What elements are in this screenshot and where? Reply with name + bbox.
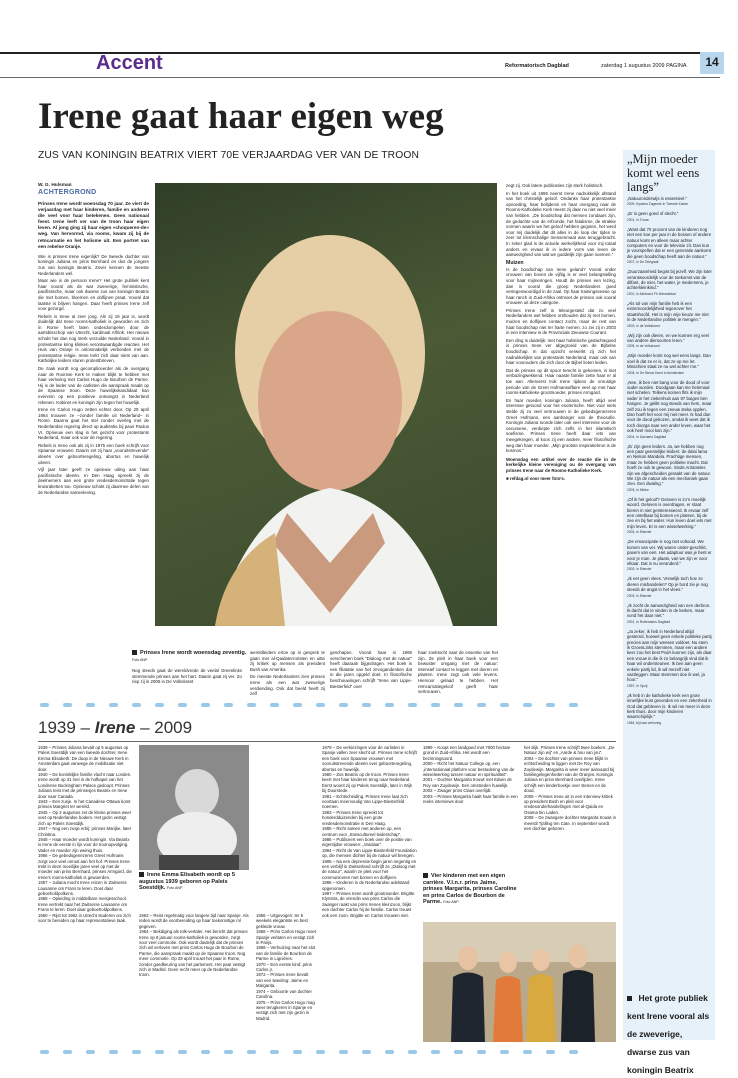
byline: W. G. Hulsman [38,183,72,188]
timeline-entry: 1939 – Prinses Juliana bevalt op 5 augustus op Paleis Soestdijk van een tweede dochter, Irene Emma Elisabeth. De doop in de Nieuwe Kerk in Amsterdam gaat vanwege de mobilisatie niet door. [38,745,129,772]
timeline-photo-2-caption [423,873,518,906]
quote-item [627,576,712,597]
photo-caption [132,650,252,663]
timeline-entry: 1960 – Rijst tot 1962 in Utrecht studeren om zich voor te bereiden op haar representatieve taak. [38,912,131,923]
quote-source: 2001, In Allcfucnd Fb Nieuwsblad [627,291,676,296]
quote-text: „Ja zeker, ik heb in Nederland altijd gestemd, hoewel geen enkele politieke partij precies aan mijn wensen voldoet. Nu stem ik GroenLinks stemmen, maar een andere keer zou het best PvdA kunnen zijn, als daar een vrouw in die ik zo belangrijk vind dat ik haar wil ondersteunen. Ik ben aan geen enkele partij lid, ik wil mezelf niet vastleggen. Maar stemmen doe ik wel, ja hoor.” [627,628,712,683]
timeline-entry: 1947 – Nog een zusje erbij: prinses Marijke, later Christina. [38,826,132,837]
article-paragraph: Prinses Irene zelf is teleurgesteld dat zo veel Nederlanders wel hebben onthouden dat zij met bomen, muizen en dolfijnen contact zocht, maar de rest van haar boodschap niet ter harte nemen, zo zei zij in 2003 in een interview in de Provinciale Zeeuwse Courant. [506,307,616,336]
timeline-entry: 1979 – De verkiezingen voor de carlisten in Spanje vallen zeer slecht uit. Prinses Irene schrijft een boek voor Spaanse vrouwen met vooruitstrevende ideeën over geboorteregeling, abortus en huwelijk. [322,745,417,772]
timeline-column-2a [139,913,249,978]
timeline-entry: 1940 – De koninklijke familie vlucht naar Londen. Irene wordt op 31 mei in de hofkapel van het Londense Buckingham Palace gedoopt. Prinses Juliana reist met de prinsesjes Beatrix en Irene door naar Canada. [38,772,132,799]
timeline-entry: 2001 – Dochter Margarita trouwt met Edwin de Roy van Zuydewijn. Een omstreden huwelijk. [423,777,512,788]
timeline-entry: 1969 – Verhuizing naar het slot van de familie de Bourbon de Parme in Lignières. [256,945,316,962]
timeline-entry: 2000 – Richt het Natuur College op, een „internationaal platform voor bestudering van de wisselwerking tussen natuur en spiritualiteit”. [423,761,515,778]
article-paragraph: Wie is prinses Irene eigenlijk? De tweede dochter van koningin Juliana en prins Bernhard en dus de jongere zus van koningin Beatrix. Zover kennen de meeste Nederlanders wel. [38,253,149,276]
quote-source: 2009, Kyckers Zagende in Tweede Kamer [627,202,689,207]
timeline-photo-1-credit: Foto ANP [167,886,183,891]
timeline-entry: 1997 – Prinses Irene wordt grootmoeder. Brigitte Klynstra, de vriendin van prins Carlos die zwanger raakt van prins Irenes kleinzoon, blijkt een dochter Carlos hij de familie. Carlos trouwt ook een zoon. Brigitte en Carlos trouwen niet. [322,890,415,918]
article-paragraph: Rebels is Irene ook als zij in 1975 een boek schrijft voor Spaanse vrouwen. Daarin zet zij haar „vooruitstrevende” ideeën over geboorteregeling, abortus en huwelijk uiteen. [38,442,149,465]
quote-text: „Natuuronderwijs is essentieel.” [627,196,687,201]
timeline-rule [38,741,616,742]
timeline-entry: 1948 – Haar moeder wordt koningin. Via Beatrix is Irene de eerste in lijn voor de troonopvolging. Vader en moeder zijn weinig thuis. [38,836,130,853]
timeline-photo-1-caption [139,872,249,892]
timeline-entry: 1963 – Reist regelmatig voor langere tijd naar Spanje. Als reden wordt de voorbereiding op haar toekomstige rol gegeven. [139,913,249,929]
article-paragraph: De zaak wordt nog gecompliceerder als de overgang naar de Roomse Kerk te maken blijkt te hebben met haar verloving met Carlos Hugo de Bourbon de Parme. Hij is de leider van de carlisten die aanspraak maakt op de Spaanse troon. Deze huwelijkskandidaat kan evenmin op een positieve ontvangst in Nederland rekenen. Kabinet en koningin zijn tegen het huwelijk. [38,366,149,405]
timeline-entry: 1994 – Richt de Van Lippe-Biesterfeld Foundation op, die mensen dichter bij de natuur wil brengen. [322,847,417,859]
timeline-photo-2-credit: Foto ANP [443,900,459,905]
mid-col-d: haar zoektocht naar de essentie van het zijn. Ze pleit in haar boek voor een bewuster omgang met de natuur: intensief contact te leggen met dieren en planten. Irene zegt ook vele levens. Hiervoor gelaad te hebben. Het reïncarnatiegeloof geeft haar vertrouwen, [418,650,498,695]
article-column-1 [38,183,149,497]
refdag-link[interactable]: ■ refdag.nl voor meer foto's. [506,475,566,481]
timeline-photo-1-caption-text: Irene Emma Elisabeth wordt op 5 augustus 1939 geboren op Paleis Soestdijk. [139,872,235,892]
quote-source: 2001, In Trouw [627,217,649,222]
caption-square [423,873,428,878]
timeline-photo-2 [423,922,616,1042]
quote-item [627,629,712,688]
article-paragraph: zegt zij. Ook latere publicaties zijn sterk holistisch. [506,183,604,188]
timeline-column-3 [322,745,417,918]
timeline-entry: 2003 – Prinses Margarita haalt haar familie in een reeks interviews door [423,793,518,805]
quote-item [627,693,712,725]
timeline-title-name: Irene [94,718,136,737]
article-paragraph: En haar moeder, koningin Juliana, heeft altijd veel interesse getoond voor het esoterische. Niet voor niets stelde zij zo veel vertrouwen in de gebedsgenezeres Greet Hofmans, een aanhanger van de theosofie. Koningin Juliana toonde later ook veel interesse voor de oecumene, verdiepte zich zelfs in het islamitisch soefisme. Prinses Irene heeft daar iets van meegekregen, al koos zij een andere, meer filosofische weg dan haar moeder. „Mijn grootste inspiratiebron is de kosmos.” [506,397,616,454]
portrait-photo [155,183,497,626]
article-paragraph: Maar wie is de persoon Irene? Het grote publiek kent haar vooral als de wat zweverige, feministische, pacifistische, maar ook dwarse zus van koningin Beatrix die met bomen, bloemen en dolfijnen praat. Vooral dat laatste is blijven hangen. Daar heeft prinses Irene zelf voor gezorgd. [38,278,149,312]
quotes-boxed-callout [627,988,712,1078]
timeline-entry: 2004 – De dochter van prinses Irene blijkt in echtscheiding te liggen met De Roy van Zuydewijn. Margarita is weer meer aanvaard bij familiegelegenheden van de Oranjes. Koningin Juliana en prins Bernhard overlijden. Irene schrijft een kinderboekje over stenen en de dood. [524,755,615,794]
header-rule-bottom [0,77,720,78]
article-paragraph: Vijf jaar later geeft ze opnieuw uiting aan haar pacifistische ideeën. In Den Haag spreekt zij de deelnemers aan een grote vredesdemonstratie tegen kruisraketten toe. Opnieuw schokt zij daarmee delen van de Nederlandse samenleving. [38,467,149,495]
lead: Prinses Irene wordt woensdag 70 jaar. Ze viert de verjaardag met haar kinderen, familie en anderen die veel voor haar betekenen. Geen nationaal feest. Irene leeft ver van de troon haar eigen leven. Al jong ging zij haar eigen «choqueren-de» weg. Van hervormd, via rooms, kwam zij bij de reïncarnatie en het holisme uit. Een portret van een rebelse Oranje. [38,201,149,249]
timeline-photo-1 [139,745,249,870]
quote-item [627,539,712,571]
refdag-link-text[interactable]: refdag.nl voor meer foto's. [509,475,566,481]
timeline-entry: 2005 – Prinses Irene uit in een interview kritiek op president Bush en pleit voor vredesonderhandelingen met al-Qaida en Osama bin Laden. [524,793,613,815]
timeline-entry: 1956 – De gebedsgenezeres Greet Hofmans zorgt voor veel onrust aan het hof. Prinses Irene trekt in deze moeilijke jaren veel op met de moeder van prins Bernhard, prinses Armgard, die Irene's rooms-katholiek is gewoerden. [38,853,132,880]
headline: Irene gaat haar eigen weg [38,96,444,137]
timeline-entry: 1968 – Prins Carlos Hugo moet Spanje verlaten en vestigt zich in Parijs. [256,929,316,946]
article-paragraph: Een ding is duidelijk: met haar holistische gedachtegoed is prinses Irene ver afgegroeid van de Bijbelse boodschap. In dat opzicht verwerkt zij zich het nadrukkelijkst van protestants Nederland, maar ook van haar voorouders die zich door de Bijbel lieten leiden. [506,337,616,366]
family-photo-illustration [423,922,616,1042]
quote-text: „Nee, ik ben niet bang voor de dood of voor ouder worden. Doodgaan kan me helemaal niet schelen. Telkens komen flits ik mijn vader in het ziekenhuis aan 87 buiges ben hangen. Je gelikt nog steeds van hem, maar zelf zou ik tegen een zeeuw steka opplen. Dan hoeft het voor mij niet meer. Ik had dan voor de dood gekozen, omdat ik weet dat ik toch doorga naar een ander leven, waar het ook heel mooi kan zijn.” [627,379,712,434]
article-paragraph: Irene en Carlos Hugo zetten echter door. Op 29 april 1964 trouwen ze –zonder familie uit Nederland– in Rome. Daarna gaat het stel zonder overleg met de Nederlandse regering direct op audiëntie bij paus Paulus VI. Opnieuw een slag in het gezicht voor protestants Nederland, maar ook voor de regering. [38,407,149,441]
article-paragraph: Is de boodschap van Irene geland? Vooral onder vrouwen van boven de vijftig is er veel belangstelling voor haar mijmeringen. Houdt de prinses een lezing, dan is vooral die groep Nederlanders goed vertegenwoordigd in de zaal. Op haar trainingssessie op haar ranch in Zuid-Afrika ontmoet de prinses ook vooral vrouwen uit deze categorie. [506,266,616,306]
quote-source: 2005, In de Volkskrant [627,344,660,349]
quote-source: 2003, In de Volkskrant [627,323,660,328]
timeline-entry: 1970 – Een eerste kind: prins Carlos jr. [256,961,312,973]
quote-item [627,333,712,349]
mid-col-a: Nog steeds gaat de wereldvrede de veelal Greenlinks stemmende prinses aan het hart. Daarin gaat zij ver. Zo riep zij in 2005 in De Volkskrant [132,668,242,685]
quote-item [627,196,712,206]
quote-text: „Duurzaamheid begint bij jezelf. We zijn loter verantwoordelijk voor de toekomst van de dilfant, de mier, het water, je medemens, je achterkleinkind.” [627,269,712,291]
mid-col-b-text2: De meeste Nederlanders zien prinses Irene als een wat zweverige verdiending. Ook dat beeld heeft zij zelf [250,674,325,697]
quote-text: „Of ik het geloof? Geloven is zo'n moeilijk woord. Geloven is overdragen, er staat bieren in niet geïnteresseerd. Ik ervaar zelf een ontelbaar bij bomen en planten, bij de zee en bij het water. Hun leven doet iets met mijn leven. Er is een wisselwerking.” [627,496,712,529]
quote-text: „Ik zocht de aanwezigheid van een derbron. Ik dacht dat ie vinden in de kerken, maar vond het daar niet.” [627,602,711,619]
note: Woensdag een artikel over de reactie die in de kerkelijke kleine vereniging ou de overgang van prinses Irene naar de Rooms-Katholieke Kerk. [506,456,616,473]
quote-source: 2007, In De Telegraaf [627,260,659,265]
baby-photo-illustration [139,745,249,870]
caption-square [139,872,144,877]
photo-caption-text: Prinses Irene wordt woensdag zeventig. [140,650,247,656]
timeline-title-end: – 2009 [135,718,193,737]
quote-source: 1964, bij haar verloving [627,720,662,725]
decor-dots-top [40,703,578,707]
timeline-entry: 1983 – Prinses Irene spreekt tot honderdduizenden bij een grote vredesdemonstratie in Den Haag. [322,809,387,826]
quote-item [627,353,712,374]
timeline-entry: 1980 – Zus Beatrix op de troon. Prinses Irene keert met haar kinderen terug naar Nederland. Eerst woont zij op Paleis Soestdijk, later in Wijk bij Duurstede. [322,772,413,794]
timeline-entry: 1957 – Juliana mocht Irene reizen in Zwitserse Lausanne om Frans te leren. Doet daar geboeholdpolkens. [38,880,127,896]
mid-col-b-text: wereldleiders ertoe op in gesprek te gaan met al-Qaidaterroristen en uitte zij kritiek op mensen als president Bush van Amerika. [250,650,325,672]
timeline-entry: 1986 – Publiceert een boek over de positie van eigentijdse vrouwen: „Vandaar”. [322,836,412,848]
quote-text: „Er zijn geen leiders. Ja, we hebben nog een paar geestelijke leiders: de dalai lama en Nelson Mandela. Prachtige mensen, maar ze hebben geen politieke macht. Dat hoeft ze ook te gewoon. Sinds Aristoteles zijn we afgescheiden geraakt van de natuur. We zijn de natuur als een mechaniek gaan zien. Een dwaling.” [627,443,711,487]
timeline-entry: 1981 – Echtscheiding. Prinses Irene laat zich voortaan meervoudig Van Lippe-Biesterfeld noemen. [322,793,408,810]
timeline-entry: 2008 – De zwangere dochter Margarita trouwt in meestil Tjalling ten Cate. In september wordt een dochter geboren. [524,815,616,832]
timeline-entry: 2002 – Zwager prins Claus overlijdt. [423,788,492,794]
quote-text: „Als tol van mijn familie heb ik een extremoordelijkheid tegenover het staatshoofd. Het is mijn vrije keuze me niet in de Nederlandse politiek te mengen.” [627,300,709,323]
quotes-heading: „Mijn moeder komt wel eens langs” [627,152,700,194]
quote-item [627,497,712,534]
quote-source: 2003, In Elsevier [627,593,652,598]
timeline-entry: 1964 – Bekdiging als tolk-vertaler. Het bericht dat prinses Irene op 8 januari rooms-katholiek is geworden, zorgt voor veel commotie. Ook wordt duidelijk dat de prinses zich wil verloven met prins Carlos Hugo de Bourbon de Parme, die aanspraak maakt op de Spaanse troon. Nog meer commotie. Op 29 april trouwt het paar in Rome, zonder goedkeuring van het parlement. Het paar vestigt zich in Madrid. Geen recht meer op de Nederlandse troon. [139,929,248,978]
caption-square [132,650,137,655]
article-paragraph: Dat de prinses op dit spoor terecht is gekomen, is niet verbazingwekkend. Haar naaste familie zette haar er al toe aan. Allereerst trok Irene tijdens de onrustige periode van de Greet Hofmansaffaire veel op met haar rooms-katholieke grootmoeder, prinses Armgard. [506,367,616,396]
timeline-entry: 1972 – Prinses Irene bevalt van een tweeling: Jaime en Margarita. [256,972,309,989]
quote-source: 2003, In Elsevier [627,530,652,535]
page-number: 14 [705,55,719,69]
mid-col-c: geschapen. Vooral haar in 1995 verschenen boek “Dialoog met de natuur” heeft daaraan bijgedragen. Het boek is een filiatatie van het zevogandenken dat in die jaren opgeld doet. In filosofische beschouwingen schrijft “Irene van Lippe-Biesterfeld” over [330,650,412,689]
callout-text: Het grote publiek kent Irene vooral als de zweverige, dwarse zus van koningin Beatrix [627,993,710,1075]
quote-text: „De emancipatie is nog niet voltooid. We komen van ver. Wij waren onder-geschikt, paxem van een. Het adaptuur was je bent er voor je man. Je plaats, van we zijn er voor elkaar. Dat is nu veranderd.” [627,539,712,566]
photo-credit: Foto ANP [132,657,148,662]
timeline-entry: 1996 – Kinderen in de Nederlandse adelstand opgenomen. [322,880,410,891]
quote-item [627,211,712,221]
quote-source: 1997, In Opzij [627,683,648,688]
section-label: Accent [96,52,163,74]
subheadline: ZUS VAN KONINGIN BEATRIX VIERT 70E VERJAARDAG VER VAN DE TROON [38,150,419,161]
quote-source: 2005, In De Nieuw Hoed in Amsterdam [627,370,684,375]
timeline-entry: het slijk. Prinses Irene schrijft twee boeken: „De Natuur zijn wij” en „Aarde & hou van jou”. [524,745,615,756]
newspaper-name: Reformatorisch Dagblad [505,63,569,69]
quote-source: 2001, In Rotterdams Dagblad [627,619,671,624]
quote-source: 2003, In Elsevier [627,567,652,572]
subhead-muizen: Muizen [506,259,524,266]
quote-item [627,603,712,624]
quote-text: „Mijn moeder komt nog wel eens langs. Dan voel ik dat ze er is, dat ze op me let. Misschien staat ze nu wel achter me.” [627,353,711,370]
quotes-list [627,196,712,730]
timeline-column-2b [256,913,316,1021]
rubric: ACHTERGROND [38,189,97,196]
quote-text: „Wij zijn ook dieren, en we kunnen erg veel van andere diersoorten leren.” [627,332,709,343]
timeline-column-5 [524,745,616,832]
mid-col-b [250,650,325,697]
timeline-entry: 1974 – Geboorte van dochter Carolina. [256,988,312,1000]
article-paragraph: In het boek uit 1995 neemt Irene nadrukkelijk afstand van het christelijk geloof. Ondanks haar protestantse opvoeding, haar belijdenis en haar overgang naar de Rooms-Katholieke Kerk meent zij daar nu niet veel meer van hebben. „De boodschap dat mensen zondaars zijn, de gedachte van de erfzonde, het fatalisme, de strakke vormen waarin we het geloof hebben gegoten, het werd voor mij duidelijk dat dit alles in de loop der tijden te zeer tot klemschalige mensenmaat was teruggebracht. In zeker glad is de actuele werkelijkheid voor mij totaal anders en ervaar ik in iedere vorm van leven de aanwezigheid van wat we goddelijk zijn gaan noemen.” [506,190,616,258]
quote-item [627,380,712,439]
quote-source: 2004, In Dachartz Dagblad [627,434,667,439]
timeline-column-4 [423,745,518,804]
timeline-entry: 1975 – Prins Carlos Hugo mag weer terugkeren in Spanje en vestigt zich met zijn gezin in Madrid. [256,999,315,1021]
quote-item [627,269,712,296]
timeline-title [38,718,192,738]
timeline-entry: 1958 – Opleiding in middelbare meisjesschool. Irene vertrekt naar het Zwitserse Lausanne om Frans te leren. Doet daar geboeholdpolkens. [38,896,128,913]
timeline-column-1 [38,745,133,923]
quote-text: „Ik heb in de katholieke kerk een grote innerlijke kust gevonden en een zekerheid in God dat gebleven is. Ik wil me meer in deze kerk thuis, door mijn kinderen waarschijnlijk.” [627,692,712,720]
portrait-illustration [155,183,497,626]
timeline-entry: 1999 – Koopt een landgoed met 7000 hectare grond in Zuid-Afrika. Het wordt een bezinningsoord. [423,745,511,761]
quote-source: 2003, In Minbe [627,487,649,492]
callout-square [627,996,632,1001]
decor-dots-bottom [40,1050,578,1054]
timeline-photo-2-caption-text: Vier kinderen met een eigen carrière. V.l.n.r. prins Jaime, prinses Margarita, prinses Caroline en prins Carlos de Bourbon de Parme. [423,873,517,906]
article-column-3 [506,183,616,483]
article-paragraph: Rebels is Irene al zeer jong. Als zij 19 jaar is, wordt duidelijk dat Irene rooms-katholiek is geworden en zich in Rome heeft laten onderdompelen door de aartsbisschop van Utrecht, kardinaal Alfrink. Het nieuws schokt het dan nog sterk verzuilde Nederland. Vooral in protestantse kring klinken verontwaardigde reacties. Het Huis van Oranje is onlosmakelijk verbonden met de protestantse religie. Irene trekt zich daar niets van aan. Katholijke leiders sturen protestbrieven. [38,313,149,364]
timeline-entry: 1985 – Richt samen met anderen op, een centrum voor „transcultureel leiderschap”. [322,826,402,837]
quote-item [627,444,712,492]
timeline-entry: 1995 – Na een depressie begin jaren negentig en een verblijf in Zwitserland schrijft ze „Dialoog met de natuur”, waarin ze pleit voor het communiceren met bomen en dolfijnen. [322,858,417,880]
quote-item [627,227,712,264]
timeline-entry: 1943 – Een zusje. In het Canadese Ottawa komt prinses Margriet ter wereld. [38,799,131,810]
timeline-title-start: 1939 – [38,718,95,737]
issue-date: zaterdag 1 augustus 2009 PAGINA [601,63,687,69]
timeline-entry: 1945 – Op 2 augustus zet de kleine prinses weer voet op Nederlandse bodem. Het gezin vestigt zich op Paleis Soestdijk. [38,809,132,826]
quote-text: „Want dat 70 procent van de kinderen nog niet een koe per jaar in de bossen of andere natuur komt en alleen maar achter computers en voor de televisie zit. Dan kun je voorspellen dat er een generatie aankomt die geen boodschap heeft aan de natuur.” [627,226,712,259]
quote-item [627,301,712,328]
quote-text: „Er is geen goed of slecht.” [627,211,679,217]
timeline-entry: 1966 – Uitgevogen: ter 5 weekels elegantste en best gekleide vrouw. [256,913,308,929]
quote-text: „Ik eet geen vlees. Vreselijk toch hoe ze dieren mishandelen? Op je bord zie je nog steeds de angst in het vlees.” [627,576,708,593]
